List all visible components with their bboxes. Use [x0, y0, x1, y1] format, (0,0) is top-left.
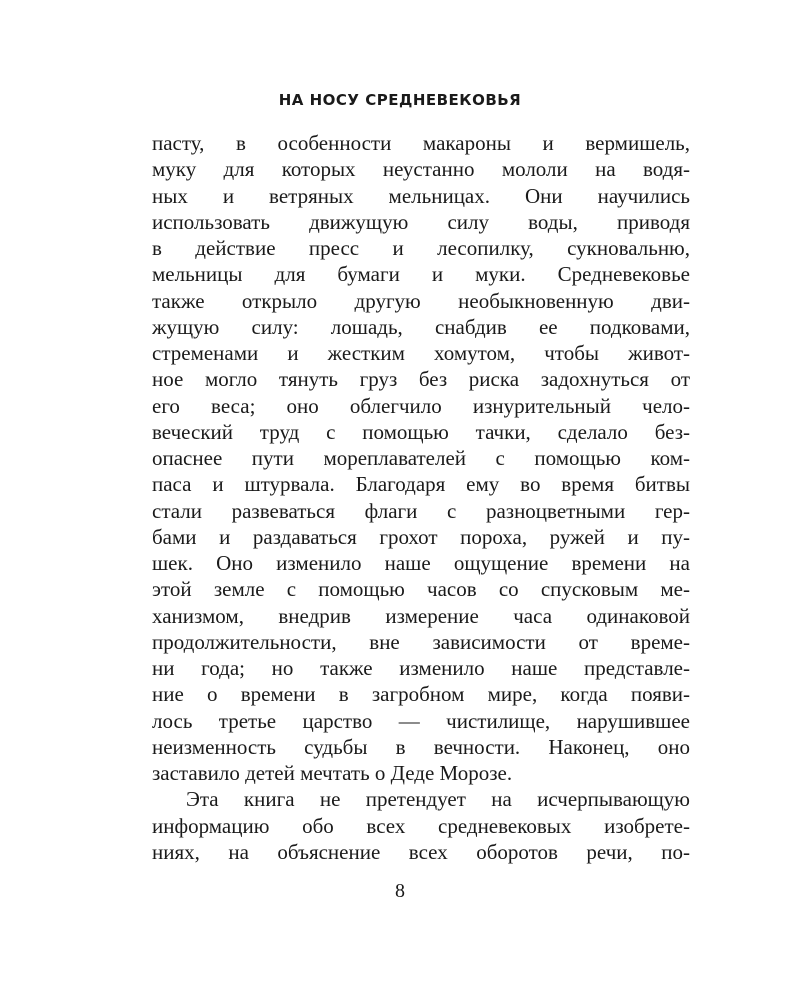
page-number: 8	[395, 880, 405, 902]
text-line: шек. Оно изменило наше ощущение времени на	[152, 551, 690, 575]
text-line: этой земле с помощью часов со спусковым ме-	[152, 577, 690, 602]
text-line: стременами и жестким хомутом, чтобы живот-	[152, 341, 690, 365]
text-line: также открыло другую необыкновенную дви-	[152, 288, 690, 313]
text-line: в действие пресс и лесопилку, сукновальню,	[152, 236, 690, 260]
text-line: жущую силу: лошадь, снабдив ее подковами,	[152, 314, 690, 339]
text-line: использовать движущую силу воды, приводя	[152, 209, 690, 234]
text-line: заставило детей мечтать о Деде Морозе.	[152, 761, 513, 785]
text-line: лось третье царство — чистилище, нарушившее	[152, 708, 690, 733]
text-line: пасту, в особенности макароны и вермишель,	[152, 131, 690, 155]
text-line: ниях, на объяснение всех оборотов речи, по-	[152, 839, 690, 864]
text-line: его веса; оно облегчило изнурительный чело-	[152, 393, 690, 418]
text-line: стали развеваться флаги с разноцветными гер-	[152, 498, 690, 523]
text-line: продолжительности, вне зависимости от време-	[152, 629, 690, 654]
text-line: муку для которых неустанно мололи на водя-	[152, 157, 690, 182]
text-line: неизменность судьбы в вечности. Наконец, оно	[152, 734, 690, 759]
text-line: опаснее пути мореплавателей с помощью ком-	[152, 446, 690, 470]
text-line: паса и штурвала. Благодаря ему во время битвы	[152, 472, 690, 497]
text-line: Эта книга не претендует на исчерпывающую	[186, 787, 690, 812]
text-line: ни года; но также изменило наше представле-	[152, 656, 690, 680]
text-line: ханизмом, внедрив измерение часа одинаковой	[152, 603, 690, 628]
text-line: веческий труд с помощью тачки, сделало без-	[152, 419, 690, 444]
text-line: ное могло тянуть груз без риска задохнуться от	[152, 367, 690, 392]
text-line: информацию обо всех средневековых изобрете-	[152, 813, 690, 838]
text-line: ние о времени в загробном мире, когда появи-	[152, 682, 690, 707]
text-line: мельницы для бумаги и муки. Средневековье	[152, 262, 690, 287]
text-line: ных и ветряных мельницах. Они научились	[152, 183, 690, 208]
body-text	[152, 130, 690, 865]
running-title: НА НОСУ СРЕДНЕВЕКОВЬЯ	[278, 91, 522, 109]
text-line: бами и раздаваться грохот пороха, ружей и пу-	[152, 524, 690, 549]
